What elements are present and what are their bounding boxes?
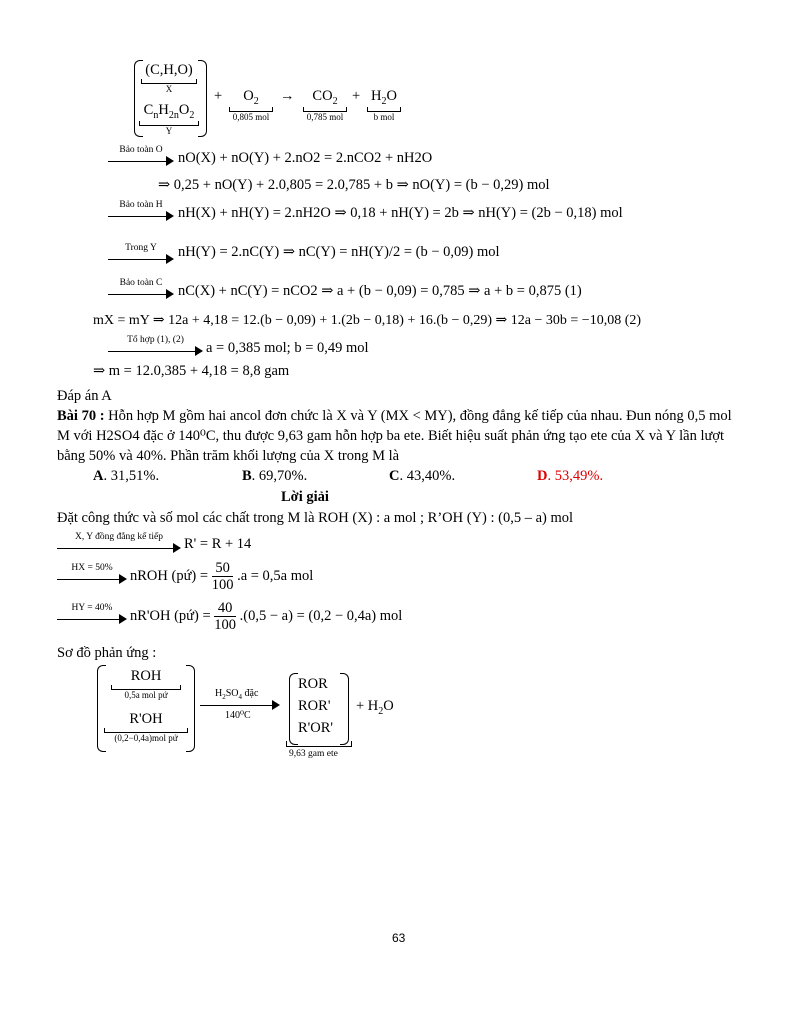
scheme1-x-formula: (C,H,O) <box>145 62 193 78</box>
scheme1-co2: $CO_2$ 0,785 mol <box>302 88 348 122</box>
arrow-dong-dang: X, Y đồng đẳng kế tiếp <box>57 543 181 553</box>
scheme1-y-formula: $C_nH_{2n}O_2$ <box>143 102 195 121</box>
scheme1-plus-2: + <box>352 88 361 104</box>
arrow-trong-y: Trong Y <box>108 254 174 264</box>
scheme2-ether-mass: 9,63 gam ete <box>289 749 338 759</box>
arrow-bao-toan-h: Bảo toàn H <box>108 211 174 221</box>
scheme2-ror: ROR <box>298 676 328 692</box>
option-b: B. 69,70%. <box>242 468 308 484</box>
line-bao-toan-o: nO(X) + nO(Y) + 2.nO2 = 2.nCO2 + nH2O <box>178 150 433 166</box>
scheme2-title: Sơ đồ phản ứng : <box>57 645 157 661</box>
scheme2-ether-left-brace <box>289 673 298 745</box>
scheme1-x-label: X <box>165 84 173 94</box>
problem-70 <box>57 406 747 466</box>
scheme2-ror-prime: ROR' <box>298 698 331 714</box>
scheme2-plus-water: + $H_2O$ <box>356 698 394 717</box>
problem-text: Hỗn hợp M gồm hai ancol đơn chức là X và Y (MX < MY), đồng đẳng kế tiếp của nhau. Đun nóng 0,5 mol M với H2SO4 đặc ở 140⁰C, thu được 9,63 gam hỗn hợp ba ete. Biết hiệu suất phản ứng tạo ete của X và Y lần lượt bằng 50% và 40%. Phần trăm khối lượng của X trong M là <box>57 408 732 464</box>
arrow-to-hop: Tổ hợp (1), (2) <box>108 346 203 356</box>
scheme2-condition-top: $H_2SO_4$ đặc <box>215 688 259 701</box>
line-to-hop: a = 0,385 mol; b = 0,49 mol <box>206 340 369 356</box>
line-trong-y: nH(Y) = 2.nC(Y) ⇒ nC(Y) = nH(Y)/2 = (b − 0,09) mol <box>178 244 500 260</box>
line-bao-toan-c: nC(X) + nC(Y) = nCO2 ⇒ a + (b − 0,09) = 0,785 ⇒ a + b = 0,875 (1) <box>178 283 582 299</box>
arrow-bao-toan-c: Bảo toàn C <box>108 289 174 299</box>
line-n-roh: nROH (pứ) = $\frac{50}{100}$ .a = 0,5a mol <box>130 560 314 593</box>
answer-previous: Đáp án A <box>57 388 112 404</box>
scheme2-ether-underbrace <box>286 741 352 747</box>
scheme1-co2-mol: 0,785 mol <box>306 111 344 122</box>
line-bao-toan-h: nH(X) + nH(Y) = 2.nH2O ⇒ 0,18 + nH(Y) = 2b ⇒ nH(Y) = (2b − 0,18) mol <box>178 205 623 221</box>
scheme1-o2-mol: 0,805 mol <box>232 111 270 122</box>
solution-heading: Lời giải <box>281 489 329 505</box>
arrow-hx: HX = 50% <box>57 574 127 584</box>
scheme2-rpor-prime: R'OR' <box>298 720 334 736</box>
problem-title: Bài 70 : <box>57 408 105 424</box>
scheme2-rpoh: R'OH (0,2−0,4a)mol pứ <box>103 711 189 743</box>
line-o-result: ⇒ 0,25 + nO(Y) + 2.0,805 = 2.0,785 + b ⇒ nO(Y) = (b − 0,29) mol <box>158 177 550 193</box>
scheme2-ether-right-brace <box>340 673 349 745</box>
option-d: D. 53,49%. <box>537 468 604 484</box>
scheme1-y-label: Y <box>165 125 173 136</box>
option-a: A. 31,51%. <box>93 468 160 484</box>
line-r-prime: R' = R + 14 <box>184 536 252 552</box>
scheme1-y <box>138 102 200 136</box>
scheme1-h2o: $H_2O$ b mol <box>366 88 402 122</box>
line-mass-equation: mX = mY ⇒ 12a + 4,18 = 12.(b − 0,09) + 1.(2b − 0,18) + 16.(b − 0,29) ⇒ 12a − 30b = −10,08 (2) <box>93 313 642 328</box>
arrow-bao-toan-o: Bảo toàn O <box>108 156 174 166</box>
line-m-result: ⇒ m = 12.0,385 + 4,18 = 8,8 gam <box>93 363 290 379</box>
line-n-rpoh: nR'OH (pứ) = $\frac{40}{100}$ .(0,5 − a) = (0,2 − 0,4a) mol <box>130 600 403 633</box>
solution-intro: Đặt công thức và số mol các chất trong M là ROH (X) : a mol ; R’OH (Y) : (0,5 – a) mol <box>57 510 574 526</box>
scheme1-x <box>140 62 198 94</box>
scheme1-plus-1: + <box>214 88 223 104</box>
arrow-hy: HY = 40% <box>57 614 127 624</box>
scheme1-h2o-mol: b mol <box>373 111 395 122</box>
scheme2-condition-bottom: 140⁰C <box>225 710 251 721</box>
scheme1-arrow: → <box>280 88 295 104</box>
scheme2-roh: ROH 0,5a mol pứ <box>110 668 182 700</box>
option-c: C. 43,40%. <box>389 468 456 484</box>
scheme2-arrow <box>200 700 280 710</box>
scheme1-o2: $O_2$ 0,805 mol <box>228 88 274 122</box>
page-number: 63 <box>392 931 406 945</box>
